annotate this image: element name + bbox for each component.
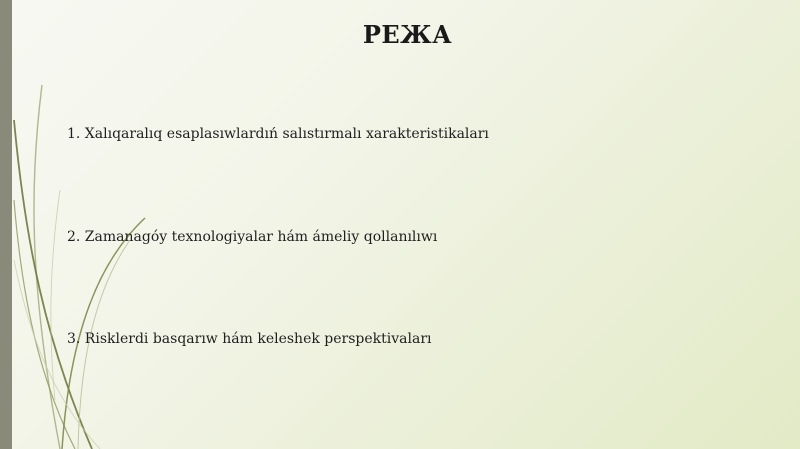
decorative-strokes bbox=[0, 0, 170, 449]
plan-item-1: 1. Xalıqaralıq esaplasıwlardıń salıstırmalı xarakteristikaları bbox=[67, 126, 489, 142]
plan-item-3: 3. Risklerdi basqarıw hám keleshek perspektivaları bbox=[67, 331, 432, 347]
plan-item-2: 2. Zamanagóy texnologiyalar hám ámeliy qollanılıwı bbox=[67, 229, 438, 245]
slide-title: РЕЖА bbox=[362, 20, 453, 49]
